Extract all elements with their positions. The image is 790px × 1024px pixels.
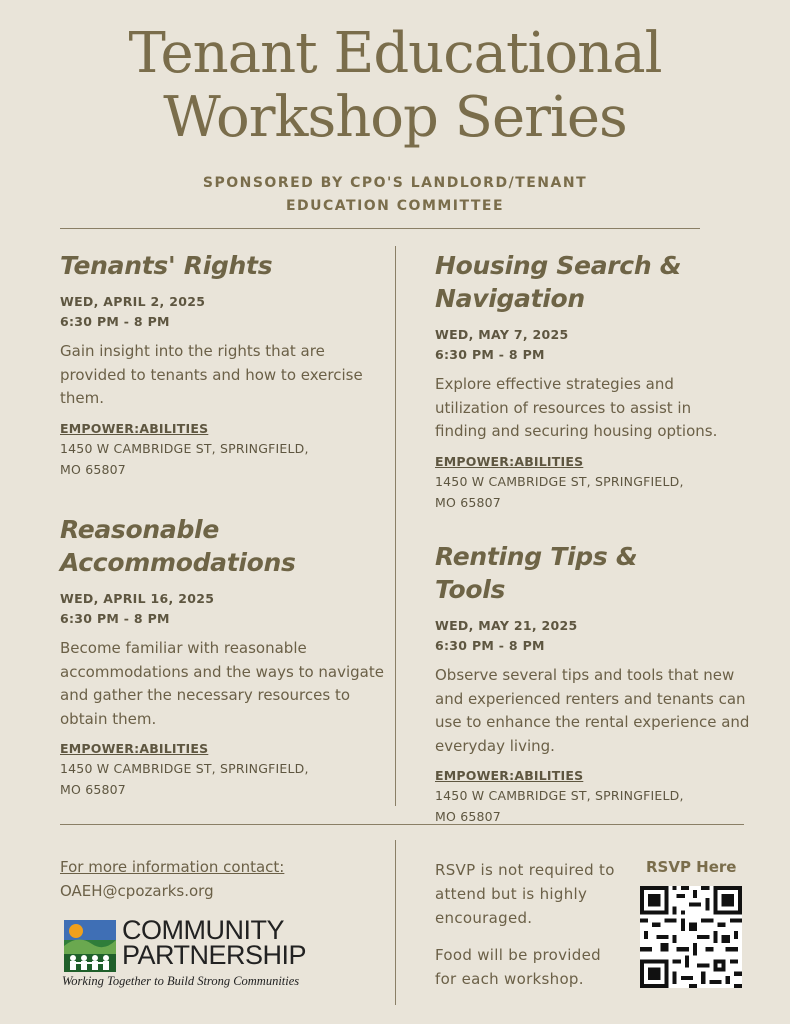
community-partnership-logo bbox=[62, 915, 322, 990]
workshop-address: 1450 W CAMBRIDGE ST, SPRINGFIELD, MO 65807 bbox=[60, 440, 309, 477]
workshop-description: Gain insight into the rights that are provided to tenants and how to exercise them. bbox=[60, 342, 363, 407]
workshop-date: WED, MAY 7, 2025 6:30 PM - 8 PM bbox=[435, 325, 745, 365]
footer-divider bbox=[60, 824, 744, 825]
workshop-description: Become familiar with reasonable accommodations and the ways to navigate and gather the necessary resources to obtain them. bbox=[60, 639, 384, 728]
workshop-address: 1450 W CAMBRIDGE ST, SPRINGFIELD, MO 65807 bbox=[435, 473, 684, 510]
logo-tagline: Working Together to Build Strong Communities bbox=[62, 974, 300, 988]
workshop-reasonable-accommodations bbox=[60, 513, 390, 800]
header-divider bbox=[60, 228, 700, 229]
workshop-title: Tenants' Rights bbox=[60, 251, 273, 280]
workshop-time: 6:30 PM - 8 PM bbox=[435, 638, 545, 653]
sponsor-line-2: EDUCATION COMMITTEE bbox=[285, 198, 505, 214]
workshop-title: Reasonable Accommodations bbox=[60, 515, 296, 577]
rsvp-qr-code[interactable] bbox=[640, 886, 742, 988]
sponsor-subtitle bbox=[0, 172, 790, 218]
contact-email-link[interactable]: OAEH@cpozarks.org bbox=[60, 882, 214, 900]
workshop-venue: EMPOWER:ABILITIES bbox=[435, 453, 584, 469]
workshop-address: 1450 W CAMBRIDGE ST, SPRINGFIELD, MO 65807 bbox=[60, 761, 309, 797]
workshop-venue: EMPOWER:ABILITIES bbox=[435, 768, 584, 783]
workshop-date: WED, APRIL 16, 2025 6:30 PM - 8 PM bbox=[60, 589, 390, 629]
workshop-date: WED, APRIL 2, 2025 6:30 PM - 8 PM bbox=[60, 292, 390, 332]
workshop-housing-search bbox=[435, 249, 745, 513]
column-divider bbox=[395, 246, 396, 806]
title-line-1: Tenant Educational bbox=[128, 21, 662, 86]
workshop-description: Explore effective strategies and utilization of resources to assist in finding and securing housing options. bbox=[435, 375, 718, 440]
workshop-venue: EMPOWER:ABILITIES bbox=[60, 741, 209, 756]
workshop-renting-tips bbox=[435, 540, 750, 827]
workshop-address: 1450 W CAMBRIDGE ST, SPRINGFIELD, MO 65807 bbox=[435, 788, 684, 824]
workshop-time: 6:30 PM - 8 PM bbox=[60, 314, 170, 329]
page-title bbox=[0, 22, 790, 150]
footer-column-divider bbox=[395, 840, 396, 1005]
workshop-title: Housing Search & Navigation bbox=[435, 251, 682, 313]
workshop-date: WED, MAY 21, 2025 6:30 PM - 8 PM bbox=[435, 616, 750, 656]
workshop-description: Observe several tips and tools that new and experienced renters and tenants can use to enhance the rental experience and everyday living. bbox=[435, 666, 750, 755]
food-note: Food will be provided for each workshop. bbox=[435, 946, 601, 988]
workshop-time: 6:30 PM - 8 PM bbox=[60, 611, 170, 626]
sponsor-line-1: SPONSORED BY CPO'S LANDLORD/TENANT bbox=[202, 175, 588, 191]
workshop-title: Renting Tips & Tools bbox=[435, 542, 638, 604]
workshop-venue: EMPOWER:ABILITIES bbox=[60, 420, 209, 436]
rsvp-here-label: RSVP Here bbox=[646, 858, 737, 876]
workshop-time: 6:30 PM - 8 PM bbox=[435, 347, 545, 362]
rsvp-note: RSVP is not required to attend but is highly encouraged. bbox=[435, 861, 615, 927]
title-line-2: Workshop Series bbox=[163, 85, 627, 150]
logo-wordmark: COMMUNITY PARTNERSHIP bbox=[122, 915, 307, 970]
contact-label: For more information contact: bbox=[60, 858, 285, 876]
community-partnership-logo-mark bbox=[64, 920, 116, 972]
workshop-tenants-rights bbox=[60, 249, 390, 480]
